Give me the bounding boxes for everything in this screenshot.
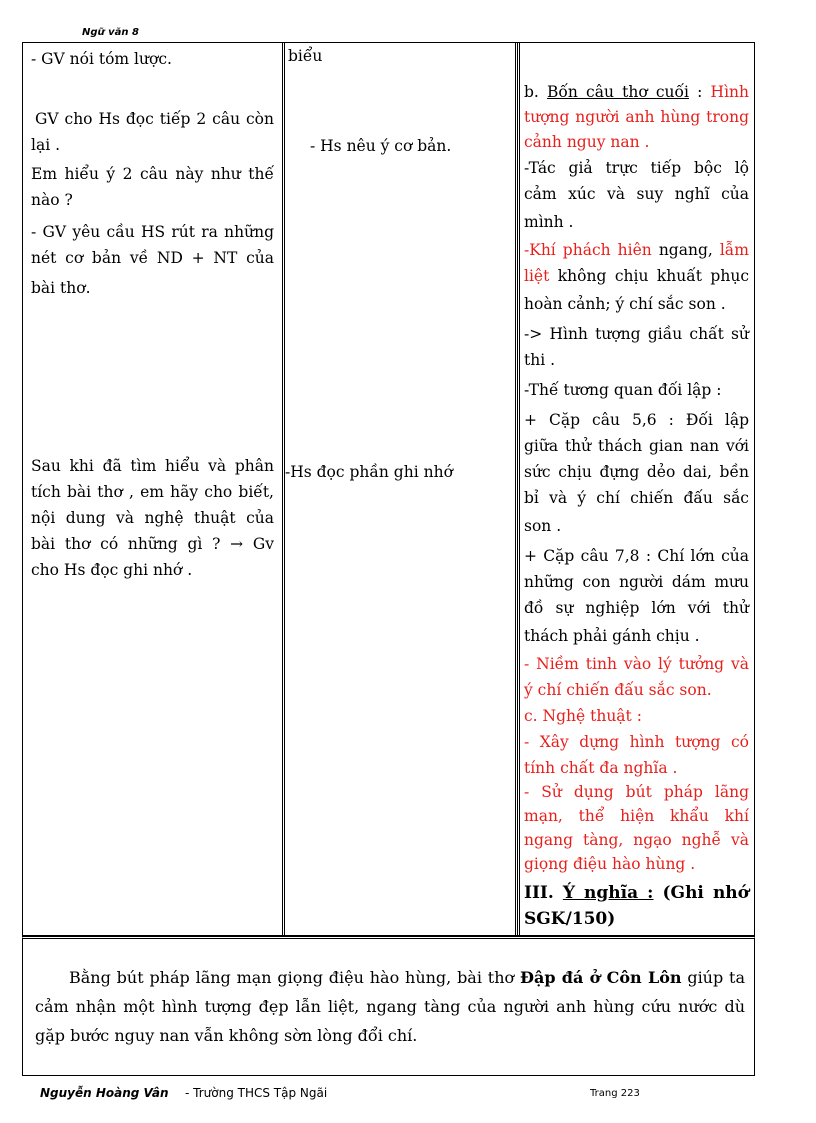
- content-line: -> Hình tượng giầu chất sử: [524, 325, 749, 343]
- content-red-line: ý chí chiến đấu sắc son.: [524, 681, 712, 699]
- content-line: đồ sự nghiệp lớn với thử: [524, 599, 749, 617]
- content-red: -Khí phách hiên: [524, 241, 652, 259]
- content-line: son .: [524, 517, 562, 535]
- content-red: liệt: [524, 267, 550, 285]
- heading-c: c. Nghệ thuật :: [524, 707, 642, 725]
- student-activity-column: [284, 43, 513, 935]
- heading-b-red3: cảnh nguy nan .: [524, 133, 650, 151]
- content-line: [524, 263, 749, 289]
- column-divider: [282, 43, 283, 935]
- content-red-line: - Niềm tinh vào lý tưởng và: [524, 655, 749, 673]
- content-line: + Cặp câu 5,6 : Đối lập: [524, 411, 749, 429]
- content-line: giữa thử thách gian nan với: [524, 437, 749, 455]
- col2-text-p1: biểu: [288, 47, 323, 65]
- footer-author: Nguyễn Hoàng Vân: [40, 1086, 169, 1100]
- content-line: thách phải gánh chịu .: [524, 627, 700, 645]
- content-line: -Tác giả trực tiếp bộc lộ: [524, 159, 749, 177]
- content-red-line: - Xây dựng hình tượng có: [524, 733, 749, 751]
- content-column: [517, 43, 755, 935]
- heading-b-red1: Hình: [710, 83, 749, 101]
- content-red-line: ngang tàng, ngạo nghễ và: [524, 831, 749, 849]
- footer-page-number: Trang 223: [590, 1088, 640, 1099]
- heading-b-colon: :: [688, 83, 711, 101]
- content-line: mình .: [524, 213, 574, 231]
- content-line: thi .: [524, 351, 556, 369]
- footer-school: - Trường THCS Tập Ngãi: [185, 1086, 328, 1100]
- content-black: không chịu khuất phục: [549, 267, 749, 285]
- section-iii-rest: (Ghi nhớ: [653, 883, 750, 903]
- column-divider: [515, 43, 516, 935]
- content-red-line: mạn, thể hiện khẩu khí: [524, 807, 749, 825]
- summary-part1: Bằng bút pháp lãng mạn giọng điệu hào hùng, bài thơ: [69, 968, 520, 987]
- heading-b-title: Bốn câu thơ cuối: [547, 83, 689, 101]
- content-line: hoàn cảnh; ý chí sắc son .: [524, 295, 726, 313]
- content-line: bỉ và ý chí chiến đấu sắc: [524, 489, 749, 507]
- summary-part2: giúp ta cảm nhận một hình tượng đẹp lẫn liệt, ngang tàng của người anh hùng cứu nước dù gặp bước nguy nan vẫn không sờn lòng đổi chí.: [35, 968, 746, 1045]
- col1-text-p5d: bài thơ có những gì ? → Gv: [31, 535, 274, 553]
- section-iii-heading: [524, 879, 749, 907]
- content-black: ngang,: [651, 241, 720, 259]
- content-red-line: tính chất đa nghĩa .: [524, 759, 678, 777]
- content-line: sức chịu đựng dẻo dai, bền: [524, 463, 749, 481]
- col1-text-p2: GV cho Hs đọc tiếp 2 câu còn lại .: [31, 110, 274, 154]
- col1-text-p5e: cho Hs đọc ghi nhớ .: [31, 561, 193, 579]
- content-line: cảm xúc và suy nghĩ của: [524, 185, 749, 203]
- teacher-activity-column: [23, 43, 282, 935]
- lesson-table: [22, 42, 755, 936]
- col2-text-p2: - Hs nêu ý cơ bản.: [310, 137, 452, 155]
- content-line: -Thế tương quan đối lập :: [524, 381, 722, 399]
- col1-text-p1: - GV nói tóm lược.: [31, 50, 172, 68]
- col2-text-p3: -Hs đọc phần ghi nhớ: [285, 463, 453, 481]
- section-iii-title: Ý nghĩa :: [562, 883, 654, 903]
- col1-text-p4a: - GV yêu cầu HS rút ra những: [31, 223, 274, 241]
- heading-b-prefix: b.: [524, 83, 548, 101]
- col1-text-p5b: tích bài thơ , em hãy cho biết,: [31, 483, 274, 501]
- summary-box: [22, 936, 755, 1076]
- header-subject: Ngữ văn 8: [82, 27, 139, 38]
- section-iii-prefix: III.: [524, 883, 563, 903]
- col1-text-p5c: nội dung và nghệ thuật của: [31, 509, 274, 527]
- col1-text-p5a: Sau khi đã tìm hiểu và phân: [31, 457, 274, 475]
- summary-text: [35, 963, 745, 1050]
- summary-poem-title: Đập đá ở Côn Lôn: [519, 968, 682, 987]
- heading-b-red2: tượng người anh hùng trong: [524, 108, 749, 126]
- col1-text-p4b: nét cơ bản về ND + NT của: [31, 249, 274, 267]
- col1-text-p4c: bài thơ.: [31, 279, 91, 297]
- col1-text-p3b: nào ?: [31, 191, 73, 209]
- content-line: [524, 237, 749, 263]
- content-line: những con người dám mưu: [524, 573, 749, 591]
- content-red: lẫm: [719, 241, 749, 259]
- section-iii-line2: SGK/150): [524, 909, 616, 929]
- content-red-line: - Sử dụng bút pháp lãng: [524, 783, 749, 801]
- content-red-line: giọng điệu hào hùng .: [524, 855, 696, 873]
- heading-b: [524, 79, 749, 105]
- content-line: + Cặp câu 7,8 : Chí lớn của: [524, 547, 749, 565]
- col1-text-p3a: Em hiểu ý 2 câu này như thế: [31, 165, 274, 183]
